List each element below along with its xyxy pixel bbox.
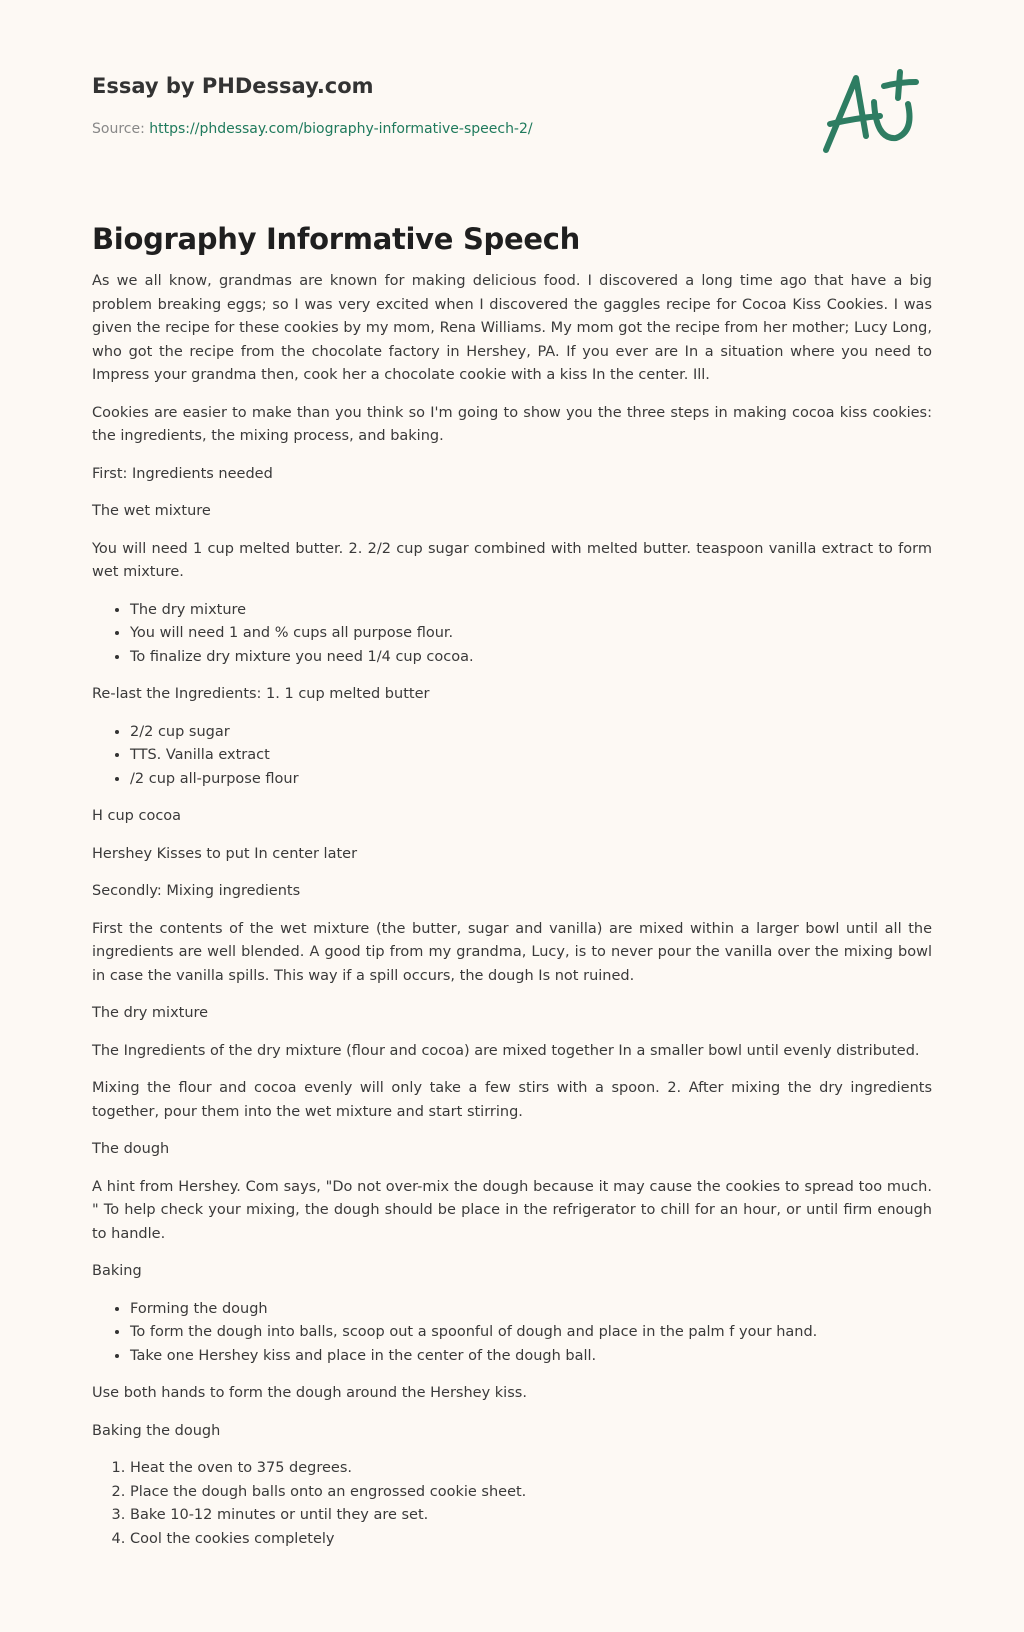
section-heading: The dry mixture: [92, 1005, 209, 1021]
baking-steps-list: [92, 1457, 932, 1551]
header: [92, 0, 932, 200]
ingredients-list: [92, 721, 932, 792]
document-title: Biography Informative Speech: [92, 222, 580, 256]
list-item: • The dry mixture: [130, 599, 932, 623]
dry-mixture-list: [92, 599, 932, 670]
brand-title: Essay by PHDessay.com: [92, 74, 374, 98]
paragraph: A hint from Hershey. Com says, "Do not over-mix the dough because it may cause the cookies to spread too much. " To help check your mixing, the dough should be place in the refrigerator to chill for an hour, or until firm enough to handle.: [92, 1178, 932, 1242]
list-item: 3. Bake 10-12 minutes or until they are set.: [130, 1504, 932, 1528]
document-body: [92, 222, 932, 1551]
list-item: 4. Cool the cookies completely: [130, 1528, 932, 1552]
section-heading: First: Ingredients needed: [92, 465, 273, 482]
list-item: • TTS. Vanilla extract: [130, 744, 932, 768]
paragraph: Hershey Kisses to put In center later: [92, 845, 358, 862]
list-item: • Take one Hershey kiss and place in the center of the dough ball.: [130, 1345, 932, 1369]
list-item: • /2 cup all-purpose flour: [130, 768, 932, 792]
list-item: • To finalize dry mixture you need 1/4 cup cocoa.: [130, 646, 932, 670]
section-heading: The dough: [92, 1141, 170, 1157]
list-item: • 2/2 cup sugar: [130, 721, 932, 745]
paragraph: You will need 1 cup melted butter. 2. 2/2 cup sugar combined with melted butter. teaspoon vanilla extract to form wet mixture.: [92, 540, 932, 580]
list-item: 1. Heat the oven to 375 degrees.: [130, 1457, 932, 1481]
paragraph: Mixing the flour and cocoa evenly will only take a few stirs with a spoon. 2. After mixing the dry ingredients together, pour them into the wet mixture and start stirring.: [92, 1080, 932, 1120]
section-heading: Baking the dough: [92, 1422, 221, 1439]
source-label: Source:: [92, 121, 145, 137]
section-heading: Baking: [92, 1263, 142, 1279]
list-item: • You will need 1 and % cups all purpose flour.: [130, 622, 932, 646]
paragraph: Cookies are easier to make than you think so I'm going to show you the three steps in making cocoa kiss cookies: the ingredients, the mixing process, and baking.: [92, 404, 932, 444]
a-plus-grade-icon: [816, 64, 926, 164]
forming-list: [92, 1298, 932, 1369]
paragraph: First the contents of the wet mixture (the butter, sugar and vanilla) are mixed within a larger bowl until all the ingredients are well blended. A good tip from my grandma, Lucy, is to never pour the vanilla over the mixing bowl in case the vanilla spills. This way if a spill occurs, the dough Is not ruined.: [92, 920, 932, 984]
source-line: [92, 121, 533, 137]
section-heading: Secondly: Mixing ingredients: [92, 883, 301, 899]
paragraph: The Ingredients of the dry mixture (flour and cocoa) are mixed together In a smaller bowl until evenly distributed.: [92, 1042, 920, 1059]
paragraph: H cup cocoa: [92, 808, 182, 824]
list-item: • Forming the dough: [130, 1298, 932, 1322]
list-item: 2. Place the dough balls onto an engrossed cookie sheet.: [130, 1481, 932, 1505]
paragraph: Use both hands to form the dough around the Hershey kiss.: [92, 1385, 527, 1401]
section-heading: The wet mixture: [92, 503, 211, 519]
paragraph: As we all know, grandmas are known for making delicious food. I discovered a long time ago that have a big problem breaking eggs; so I was very excited when I discovered the gaggles recipe for Cocoa Kiss Cookies. I was given the recipe for these cookies by my mom, Rena Williams. My mom got the recipe from her mother; Lucy Long, who got the recipe from the chocolate factory in Hershey, PA. If you ever are In a situation where you need to Impress your grandma then, cook her a chocolate cookie with a kiss In the center. Ill.: [92, 273, 932, 383]
list-item: • To form the dough into balls, scoop out a spoonful of dough and place in the palm f your hand.: [130, 1321, 932, 1345]
paragraph: Re-last the Ingredients: 1. 1 cup melted butter: [92, 686, 430, 702]
source-link[interactable]: https://phdessay.com/biography-informative-speech-2/: [149, 121, 533, 137]
